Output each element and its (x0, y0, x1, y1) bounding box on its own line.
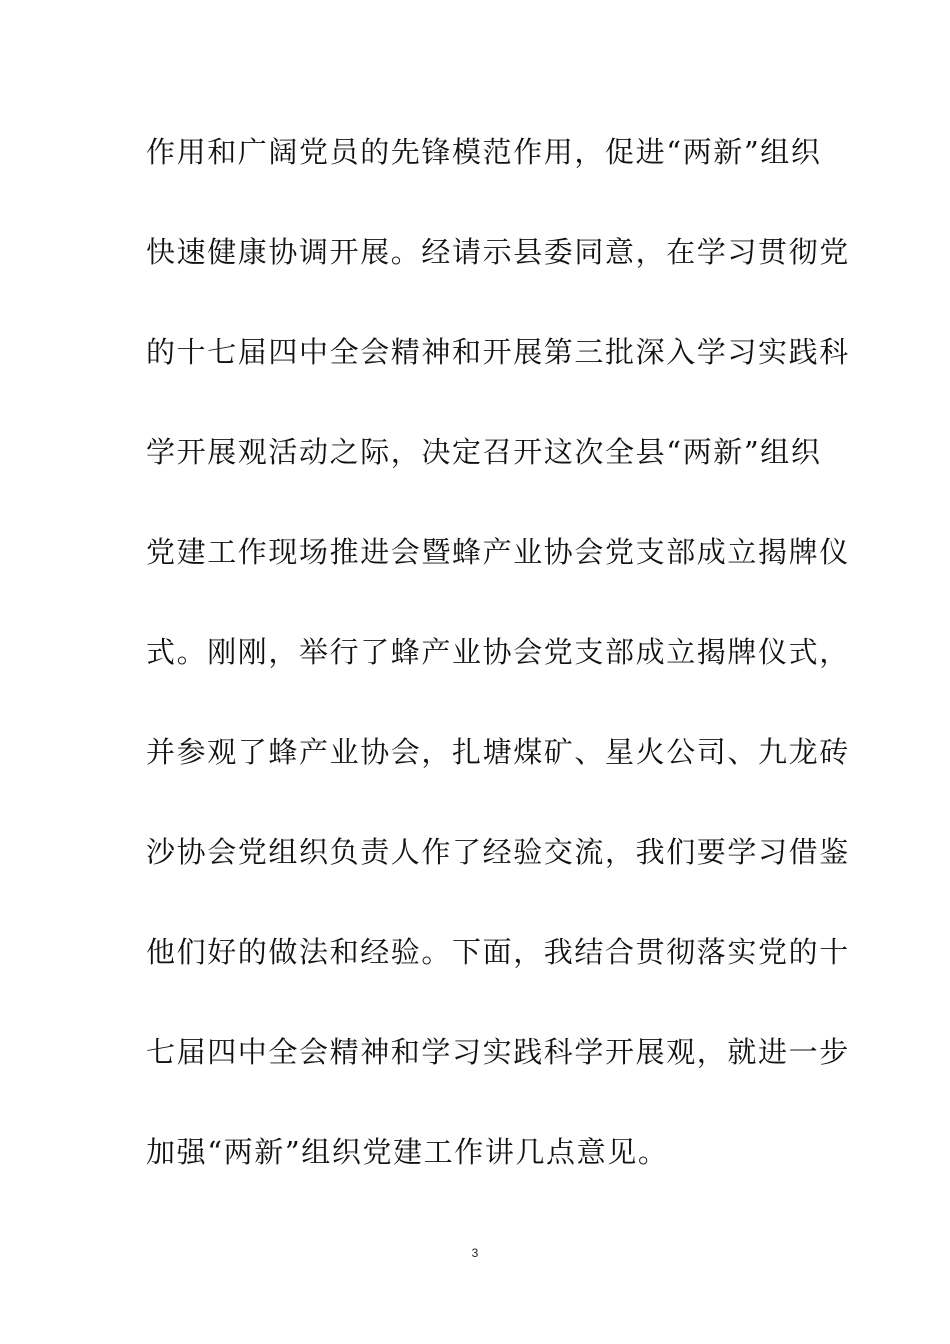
text-line-9: 他们好的做法和经验。下面，我结合贯彻落实党的十 (146, 935, 850, 969)
text-line-2: 快速健康协调开展。经请示县委同意，在学习贯彻党 (146, 235, 850, 269)
text-line-5: 党建工作现场推进会暨蜂产业协会党支部成立揭牌仪 (146, 535, 850, 569)
text-line-3: 的十七届四中全会精神和开展第三批深入学习实践科 (146, 335, 850, 369)
text-line-10: 七届四中全会精神和学习实践科学开展观，就进一步 (146, 1035, 850, 1069)
body-paragraph (146, 124, 850, 1224)
text-line-7: 并参观了蜂产业协会，扎塘煤矿、星火公司、九龙砖 (146, 735, 850, 769)
text-line-6: 式。刚刚，举行了蜂产业协会党支部成立揭牌仪式， (146, 635, 850, 669)
text-line-4: 学开展观活动之际，决定召开这次全县“两新”组织 (146, 435, 822, 469)
text-line-8: 沙协会党组织负责人作了经验交流，我们要学习借鉴 (146, 835, 850, 869)
text-line-1: 作用和广阔党员的先锋模范作用，促进“两新”组织 (146, 135, 822, 169)
text-line-11: 加强“两新”组织党建工作讲几点意见。 (146, 1135, 669, 1169)
page-number: 3 (471, 1246, 479, 1260)
